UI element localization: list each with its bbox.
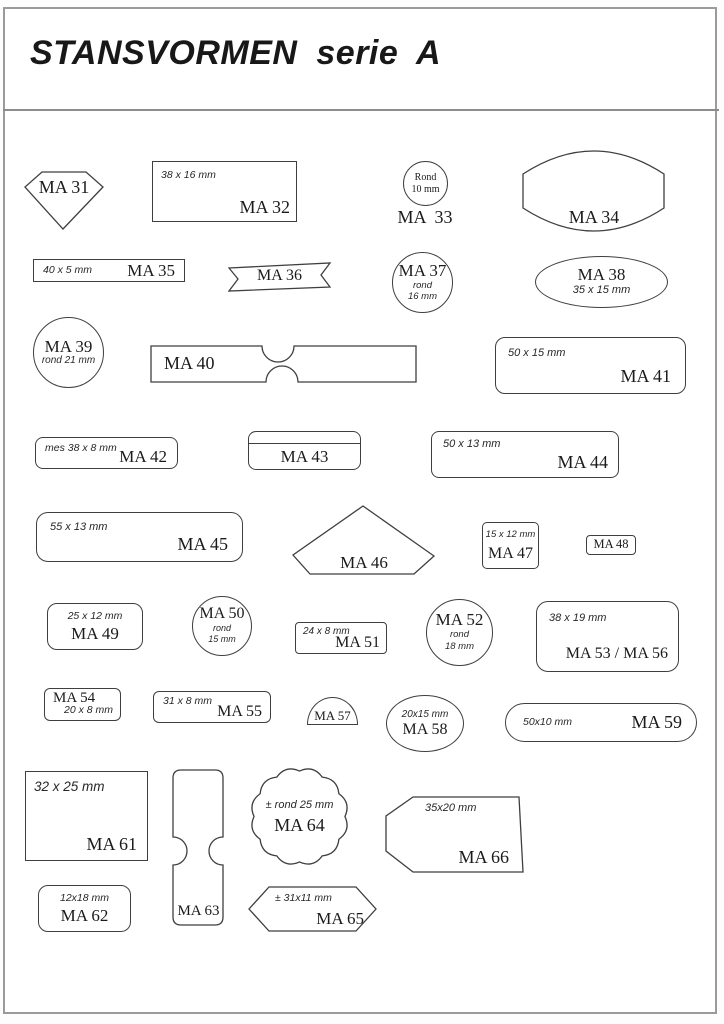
shape-dims: 25 x 12 mm xyxy=(67,610,123,623)
die-shape-ma61 xyxy=(25,771,148,861)
shape-dims: rond xyxy=(412,280,432,292)
die-shape-ma50 xyxy=(192,596,252,656)
header-divider xyxy=(3,109,719,111)
die-shape-ma48 xyxy=(586,535,636,555)
shape-label: MA 55 xyxy=(217,703,262,721)
shape-dims: 38 x 19 mm xyxy=(549,612,607,624)
die-shape-ma38 xyxy=(535,256,668,308)
shape-dims: 18 mm xyxy=(444,641,475,653)
die-shape-ma41 xyxy=(495,337,686,394)
shape-dims: rond 21 mm xyxy=(41,355,96,367)
shape-dims: 55 x 13 mm xyxy=(50,521,108,533)
shape-label: MA 61 xyxy=(86,834,137,855)
die-shape-ma66 xyxy=(385,795,525,873)
shape-label: MA 36 xyxy=(257,267,302,284)
shape-label: MA 45 xyxy=(177,534,228,555)
shape-dims: 12x18 mm xyxy=(59,892,110,905)
die-shape-ma62 xyxy=(38,885,131,932)
die-shape-ma39 xyxy=(33,317,104,388)
shape-label: MA 51 xyxy=(335,634,380,652)
die-shape-ma53-ma56 xyxy=(536,601,679,672)
shape-label: MA 50 xyxy=(199,605,245,623)
shape-label: MA 54 xyxy=(53,690,96,706)
shape-label: MA 49 xyxy=(71,623,119,643)
shape-label: MA 66 xyxy=(458,847,509,868)
die-shape-ma40 xyxy=(150,345,418,383)
shape-label: MA 52 xyxy=(435,610,484,630)
shape-dims: 50x10 mm xyxy=(523,716,573,729)
shape-dims: ± rond 25 mm xyxy=(265,799,334,811)
shape-label: MA 58 xyxy=(402,720,448,738)
shape-dims: 10 mm xyxy=(411,183,440,195)
shape-dims: Rond xyxy=(414,171,437,183)
die-shape-ma55 xyxy=(153,691,271,723)
die-shape-ma31 xyxy=(24,170,104,230)
shape-label: MA 47 xyxy=(488,544,533,562)
shape-label: MA 48 xyxy=(593,537,629,552)
page-title: STANSVORMEN serie A xyxy=(30,34,442,72)
die-shape-ma44 xyxy=(431,431,619,478)
die-shape-ma63 xyxy=(172,769,225,927)
shape-label: MA 38 xyxy=(577,265,626,285)
shape-label: MA 40 xyxy=(164,353,215,373)
die-shape-ma45 xyxy=(36,512,243,562)
shape-label: MA 41 xyxy=(620,366,671,387)
shape-dims: 50 x 13 mm xyxy=(443,438,501,450)
shape-label: MA 46 xyxy=(340,553,388,573)
die-shape-ma42 xyxy=(35,437,178,469)
shape-dims: 38 x 16 mm xyxy=(161,169,216,181)
shape-dims: ± 31x11 mm xyxy=(275,892,332,904)
shape-dims: 16 mm xyxy=(407,291,438,303)
shape-label: MA 31 xyxy=(38,177,90,197)
shape-dims: 35x20 mm xyxy=(425,802,477,814)
shape-dims: 20x15 mm xyxy=(401,708,449,720)
shape-dims: 50 x 15 mm xyxy=(508,347,566,359)
shape-label: MA 35 xyxy=(127,260,175,280)
die-shape-ma35 xyxy=(33,259,185,282)
die-shape-ma46 xyxy=(292,505,436,576)
shape-label: MA 42 xyxy=(119,447,167,467)
die-shape-ma54 xyxy=(44,688,121,721)
shape-label: MA 37 xyxy=(398,261,447,281)
shape-label: MA 57 xyxy=(314,708,351,724)
shape-label: MA 43 xyxy=(280,447,329,466)
shape-label: MA 53 / MA 56 xyxy=(565,645,668,663)
die-shape-ma52 xyxy=(426,599,493,666)
shape-dims: rond xyxy=(449,629,469,641)
shape-label: MA 63 xyxy=(177,903,220,920)
shape-dims: 15 mm xyxy=(208,634,236,645)
shape-dims: 31 x 8 mm xyxy=(163,695,213,707)
die-shape-ma65 xyxy=(248,886,377,932)
die-shape-ma32 xyxy=(152,161,297,222)
shape-label: MA 65 xyxy=(316,909,364,929)
die-shape-ma47 xyxy=(482,522,539,569)
die-shape-ma43 xyxy=(248,431,361,470)
shape-dims: mes 38 x 8 mm xyxy=(45,442,117,454)
shape-label: MA 44 xyxy=(557,452,608,473)
shape-dims: 40 x 5 mm xyxy=(43,264,93,277)
shape-dims: 35 x 15 mm xyxy=(572,284,631,297)
die-shape-ma51 xyxy=(295,622,387,654)
die-shape-ma34 xyxy=(522,150,666,235)
shape-label: MA 34 xyxy=(568,207,620,228)
shape-label: MA 32 xyxy=(239,197,290,218)
die-shape-ma59 xyxy=(505,703,697,742)
shape-dims: 24 x 8 mm xyxy=(303,626,350,637)
shape-label: MA 62 xyxy=(60,905,109,925)
shape-label: MA 39 xyxy=(44,336,93,356)
shape-label: MA 64 xyxy=(274,815,325,835)
circle-outline xyxy=(403,161,448,206)
die-shape-ma49 xyxy=(47,603,143,650)
tab-line xyxy=(249,443,360,444)
shape-dims: 15 x 12 mm xyxy=(485,528,536,540)
die-shape-ma33 xyxy=(390,161,460,227)
die-shape-ma64 xyxy=(249,766,350,867)
shape-label: MA 59 xyxy=(631,712,682,733)
shape-dims: 20 x 8 mm xyxy=(63,704,113,717)
die-shape-ma37 xyxy=(392,252,453,313)
shape-dims: rond xyxy=(212,623,231,634)
die-shape-ma36 xyxy=(228,262,331,292)
shape-label: MA 33 xyxy=(397,207,453,228)
die-shape-ma58 xyxy=(386,695,464,752)
shape-dims: 32 x 25 mm xyxy=(34,779,105,794)
